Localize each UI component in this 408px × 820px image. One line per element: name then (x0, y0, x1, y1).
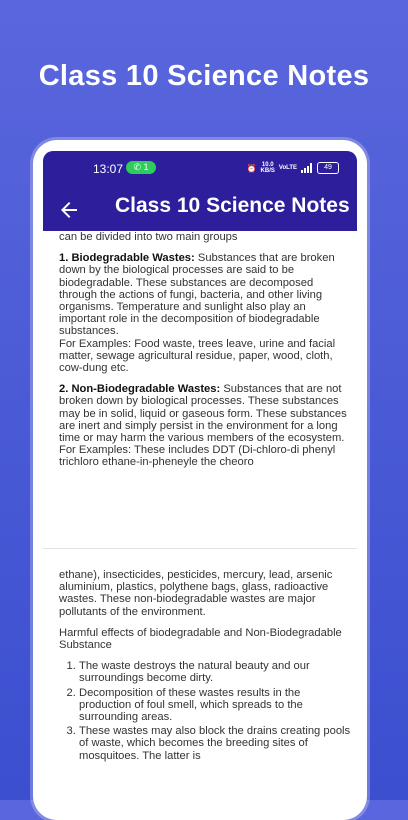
phone-icon: ✆ (133, 162, 141, 172)
speed-unit: KB/S (260, 168, 275, 174)
non-biodegradable-examples: For Examples: These includes DDT (Di-chloro-di phenyl trichloro ethane-in-pheneyle the cheoro (59, 444, 336, 469)
active-call-pill[interactable] (126, 161, 156, 174)
volte-indicator: VoLTE (278, 165, 297, 171)
status-bar (43, 151, 357, 179)
notes-page-2 (59, 569, 354, 764)
phone-frame (33, 140, 367, 820)
promo-title: Class 10 Science Notes (38, 60, 370, 92)
arrow-left-icon[interactable] (57, 198, 81, 222)
non-biodegradable-text: Substances that are not broken down by biological processes. These substances may be in solid, liquid or gaseous form. These substances are inert and simply persist in the environment for a long time or may harm the various members of the ecosystem. (59, 383, 347, 445)
network-speed (261, 162, 275, 174)
biodegradable-heading: 1. Biodegradable Wastes: (59, 252, 195, 265)
biodegradable-section (59, 252, 354, 374)
status-icons (247, 160, 339, 176)
toolbar-title: Class 10 Science Notes (115, 194, 350, 217)
status-time: 13:07 (93, 162, 124, 176)
speed-value: 10.0 (261, 162, 274, 168)
continued-text: ethane), insecticides, pesticides, mercury, lead, arsenic aluminium, plastics, polythene bags, glass, radioactive wastes. These non-biodegradable wastes are major pollutants of the environment. (59, 569, 333, 618)
alarm-icon: ⏰ (246, 163, 257, 173)
non-biodegradable-heading: 2. Non-Biodegradable Wastes: (59, 383, 221, 396)
non-biodegradable-section (59, 383, 354, 468)
intro-text: can be divided into two main groups (59, 231, 238, 243)
harmful-effects-list (59, 660, 354, 762)
notes-page-1 (59, 231, 354, 478)
list-item: 2. Decomposition of these wastes results in the production of foul smell, which spreads to the surrounding areas. (79, 687, 354, 724)
app-bar (43, 151, 357, 231)
biodegradable-text: Substances that are broken down by the biological processes are said to be biodegradable. These substances are decomposed through the actions of fungi, bacteria, and other living organisms. Temperature and sunlight also play an important role in the decomposition of biodegradable substances. (59, 252, 335, 338)
call-count: 1 (143, 162, 149, 172)
battery-level: 49 (324, 164, 332, 171)
signal-icon (301, 163, 313, 173)
page-divider (43, 548, 357, 549)
list-item: 3. These wastes may also block the drains creating pools of waste, which becomes the breeding sites of mosquitoes. The latter is (79, 725, 354, 762)
biodegradable-examples: For Examples: Food waste, trees leave, urine and facial matter, sewage agricultural residue, paper, wood, cloth, cow-dung etc. (59, 337, 336, 375)
harmful-effects-heading: Harmful effects of biodegradable and Non-Biodegradable Substance (59, 626, 342, 652)
battery-icon (317, 162, 339, 174)
list-item: 1. The waste destroys the natural beauty and our surroundings become dirty. (79, 660, 354, 684)
